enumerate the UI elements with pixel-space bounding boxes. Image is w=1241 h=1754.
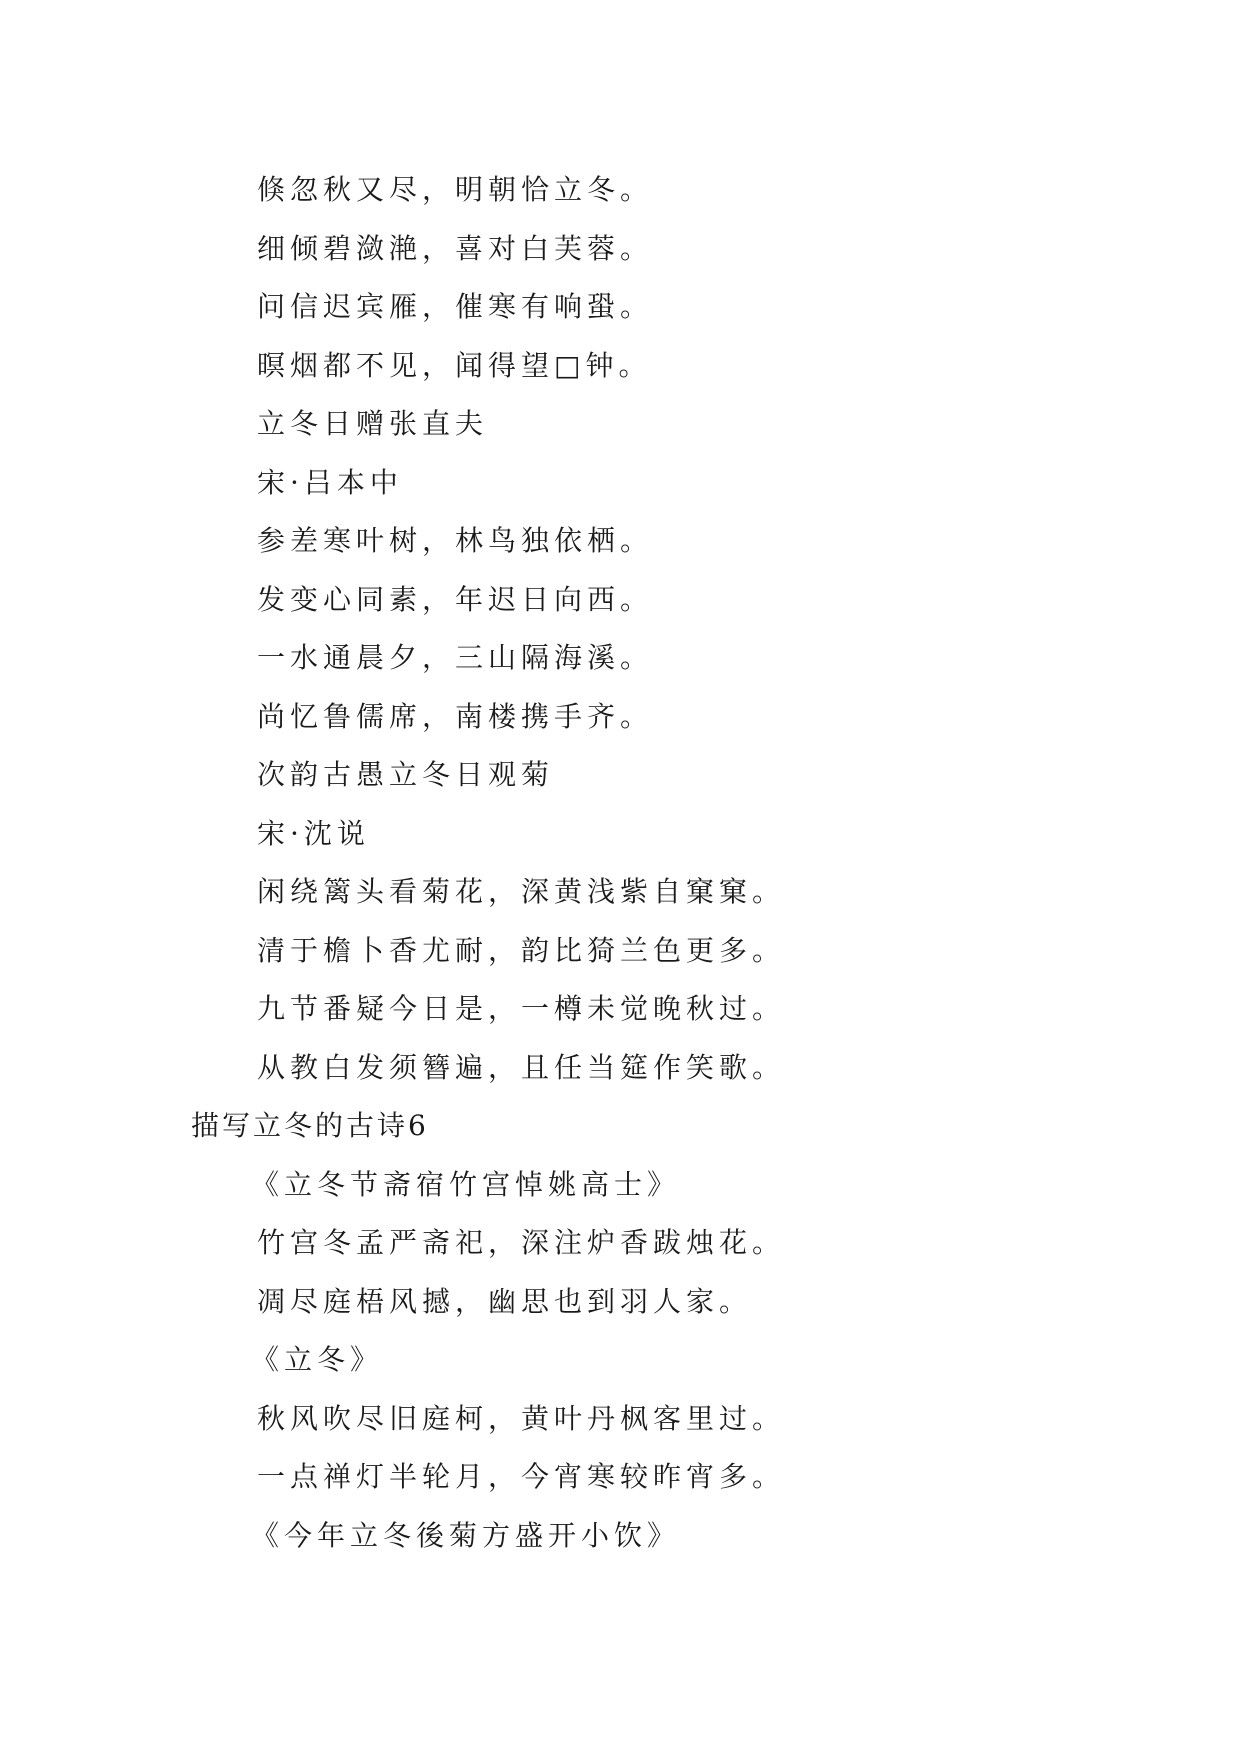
- poem-title: 《今年立冬後菊方盛开小饮》: [251, 1518, 681, 1552]
- text-line: 从教白发须簪遍，且任当筵作笑歌。: [257, 1050, 786, 1084]
- text-line: 宋·沈说: [257, 816, 370, 850]
- text-line: 竹宫冬孟严斋祀，深注炉香跋烛花。: [257, 1226, 786, 1259]
- text-line: 次韵古愚立冬日观菊: [257, 758, 555, 791]
- text-line: 参差寒叶树，林鸟独依栖。: [257, 524, 654, 557]
- text-line: 暝烟都不见，闻得望□钟。: [257, 348, 652, 382]
- text-line: 凋尽庭梧风撼，幽思也到羽人家。: [257, 1284, 753, 1318]
- text-line: 问信迟宾雁，催寒有响蛩。: [257, 290, 654, 323]
- text-line: 尚忆鲁儒席，南楼携手齐。: [257, 699, 654, 733]
- text-line: 秋风吹尽旧庭柯，黄叶丹枫客里过。: [257, 1401, 786, 1435]
- text-line: 立冬日赠张直夫: [257, 407, 489, 440]
- text-line: 细倾碧潋滟，喜对白芙蓉。: [257, 231, 654, 265]
- text-line: 清于檐卜香尤耐，韵比猗兰色更多。: [257, 933, 786, 967]
- poem-title: 《立冬节斋宿竹宫悼姚高士》: [251, 1167, 681, 1201]
- text-line: 一点禅灯半轮月，今宵寒较昨宵多。: [257, 1460, 786, 1493]
- poem-title: 《立冬》: [251, 1343, 384, 1376]
- section-heading: 描写立冬的古诗6: [191, 1109, 429, 1142]
- text-line: 一水通晨夕，三山隔海溪。: [257, 641, 654, 674]
- text-line: 九节番疑今日是，一樽未觉晚秋过。: [257, 992, 786, 1025]
- text-line: 闲绕篱头看菊花，深黄浅紫自窠窠。: [257, 875, 786, 908]
- text-line: 宋·吕本中: [257, 465, 403, 499]
- text-line: 发变心同素，年迟日向西。: [257, 582, 654, 616]
- text-line: 倏忽秋又尽，明朝恰立冬。: [257, 173, 654, 206]
- document-body: [0, 161, 1241, 1565]
